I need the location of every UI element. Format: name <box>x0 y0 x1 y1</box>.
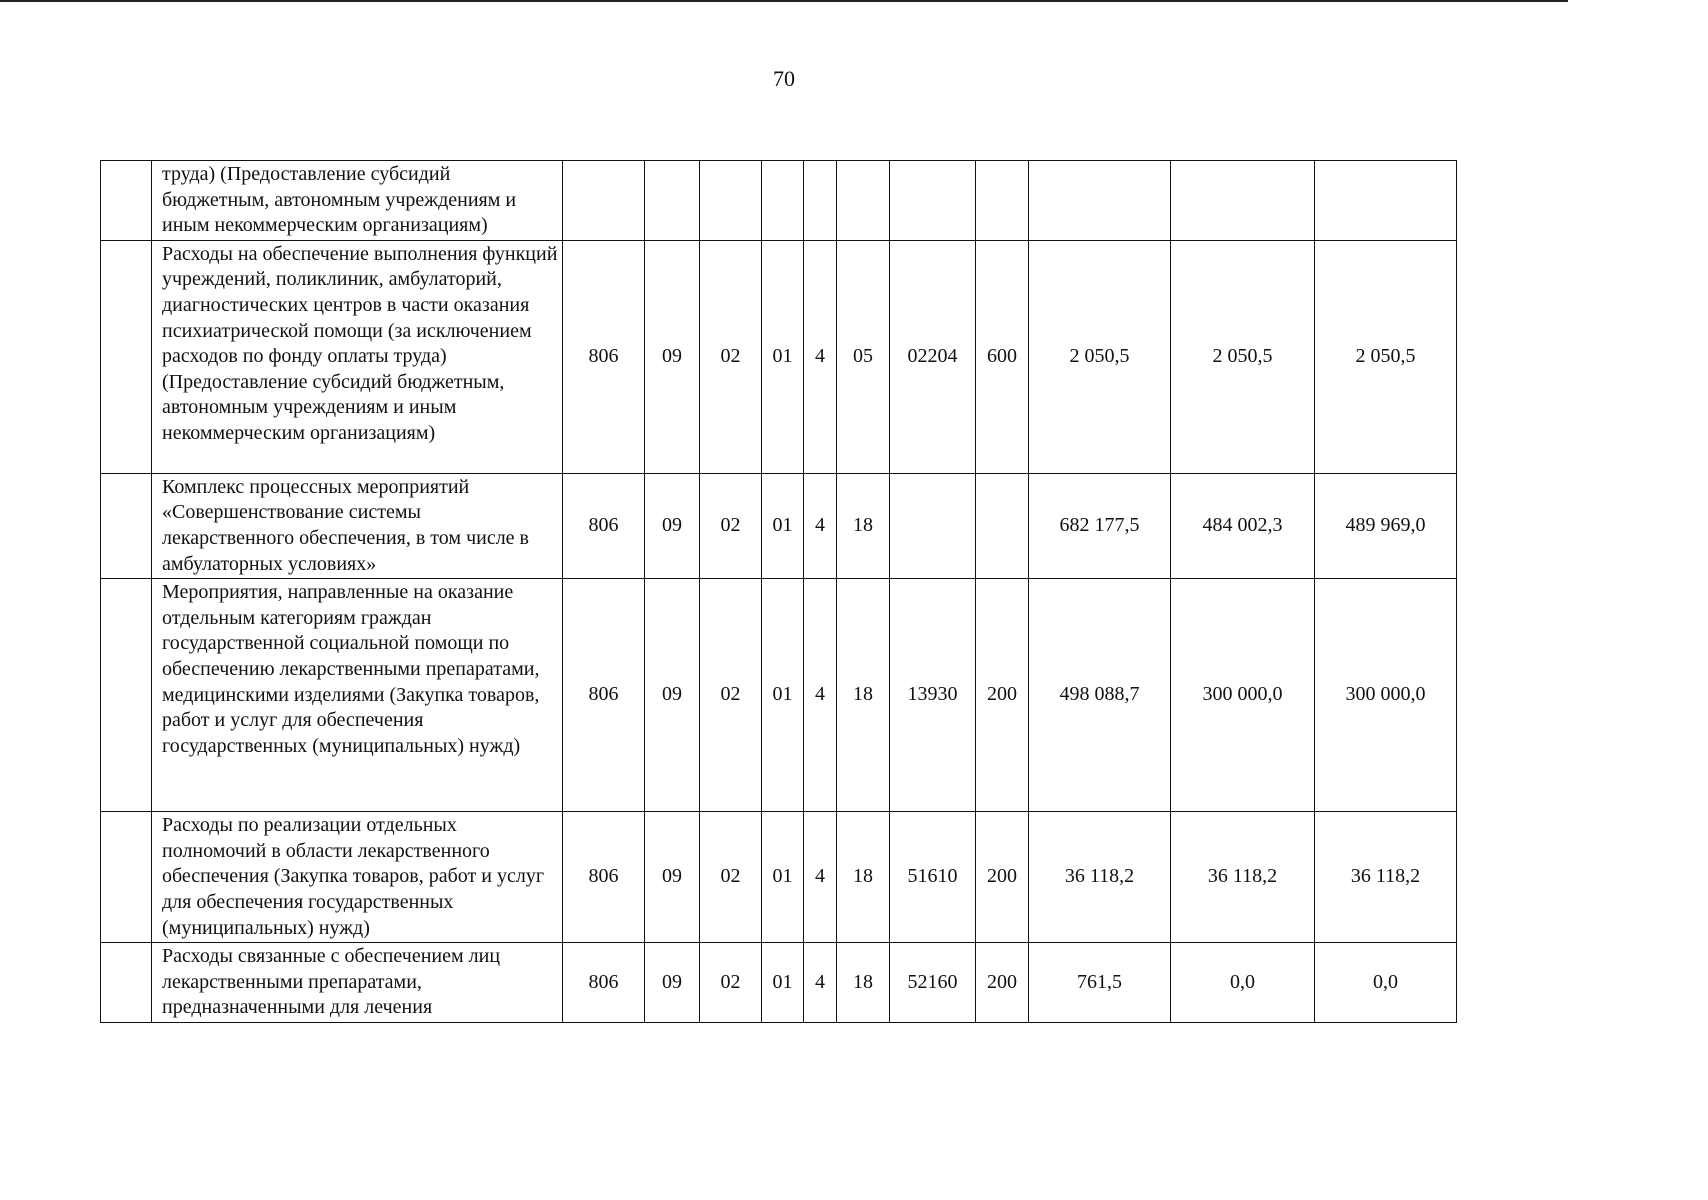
expense-type-cell: 200 <box>976 812 1029 943</box>
structural-element-cell: 18 <box>837 579 890 812</box>
subsection-code-cell: 02 <box>700 943 762 1023</box>
direction-code-cell: 51610 <box>890 812 976 943</box>
description-cell: Расходы связанные с обеспечением лиц лекарственными препаратами, предназначенными для лечения <box>152 943 563 1023</box>
direction-code-cell <box>890 473 976 578</box>
program-code-cell <box>762 161 804 241</box>
row-number-cell <box>101 579 152 812</box>
subsection-code-cell: 02 <box>700 240 762 473</box>
section-code-cell: 09 <box>645 943 700 1023</box>
direction-code-cell: 52160 <box>890 943 976 1023</box>
amount-year1-cell: 2 050,5 <box>1029 240 1171 473</box>
amount-year1-cell: 36 118,2 <box>1029 812 1171 943</box>
structural-element-cell: 18 <box>837 943 890 1023</box>
amount-year3-cell: 489 969,0 <box>1315 473 1457 578</box>
program-type-cell: 4 <box>804 943 837 1023</box>
structural-element-cell: 18 <box>837 812 890 943</box>
subsection-code-cell: 02 <box>700 473 762 578</box>
section-code-cell: 09 <box>645 579 700 812</box>
section-code-cell: 09 <box>645 473 700 578</box>
ministry-code-cell: 806 <box>563 473 645 578</box>
program-type-cell: 4 <box>804 473 837 578</box>
table-row <box>101 161 1457 241</box>
table-row <box>101 812 1457 943</box>
section-code-cell <box>645 161 700 241</box>
ministry-code-cell: 806 <box>563 240 645 473</box>
description-cell: Комплекс процессных мероприятий «Совершенствование системы лекарственного обеспечения, в том числе в амбулаторных условиях» <box>152 473 563 578</box>
subsection-code-cell <box>700 161 762 241</box>
amount-year2-cell: 484 002,3 <box>1171 473 1315 578</box>
expense-type-cell <box>976 473 1029 578</box>
ministry-code-cell <box>563 161 645 241</box>
table-row <box>101 943 1457 1023</box>
amount-year3-cell: 300 000,0 <box>1315 579 1457 812</box>
description-cell: Расходы по реализации отдельных полномочий в области лекарственного обеспечения (Закупка товаров, работ и услуг для обеспечения государственных (муниципальных) нужд) <box>152 812 563 943</box>
program-type-cell: 4 <box>804 579 837 812</box>
section-code-cell: 09 <box>645 812 700 943</box>
direction-code-cell: 13930 <box>890 579 976 812</box>
description-cell: труда) (Предоставление субсидий бюджетным, автономным учреждениям и иным некоммерческим организациям) <box>152 161 563 241</box>
expense-type-cell: 200 <box>976 943 1029 1023</box>
expense-type-cell: 200 <box>976 579 1029 812</box>
program-type-cell: 4 <box>804 240 837 473</box>
structural-element-cell: 05 <box>837 240 890 473</box>
budget-table <box>100 160 1457 1023</box>
table-row <box>101 473 1457 578</box>
ministry-code-cell: 806 <box>563 812 645 943</box>
amount-year2-cell <box>1171 161 1315 241</box>
program-type-cell: 4 <box>804 812 837 943</box>
table-row <box>101 240 1457 473</box>
subsection-code-cell: 02 <box>700 812 762 943</box>
description-cell: Мероприятия, направленные на оказание отдельным категориям граждан государственной социальной помощи по обеспечению лекарственными препаратами, медицинскими изделиями (Закупка товаров, работ и услуг для обеспечения государственных (муниципальных) нужд) <box>152 579 563 812</box>
row-number-cell <box>101 240 152 473</box>
expense-type-cell <box>976 161 1029 241</box>
structural-element-cell <box>837 161 890 241</box>
amount-year1-cell: 498 088,7 <box>1029 579 1171 812</box>
amount-year2-cell: 2 050,5 <box>1171 240 1315 473</box>
row-number-cell <box>101 812 152 943</box>
amount-year2-cell: 300 000,0 <box>1171 579 1315 812</box>
amount-year1-cell: 761,5 <box>1029 943 1171 1023</box>
row-number-cell <box>101 473 152 578</box>
row-number-cell <box>101 161 152 241</box>
amount-year3-cell: 2 050,5 <box>1315 240 1457 473</box>
scan-edge-line <box>0 0 1568 2</box>
table-row <box>101 579 1457 812</box>
program-code-cell: 01 <box>762 579 804 812</box>
ministry-code-cell: 806 <box>563 943 645 1023</box>
amount-year2-cell: 36 118,2 <box>1171 812 1315 943</box>
direction-code-cell: 02204 <box>890 240 976 473</box>
expense-type-cell: 600 <box>976 240 1029 473</box>
section-code-cell: 09 <box>645 240 700 473</box>
subsection-code-cell: 02 <box>700 579 762 812</box>
amount-year2-cell: 0,0 <box>1171 943 1315 1023</box>
program-code-cell: 01 <box>762 240 804 473</box>
direction-code-cell <box>890 161 976 241</box>
program-type-cell <box>804 161 837 241</box>
row-number-cell <box>101 943 152 1023</box>
program-code-cell: 01 <box>762 943 804 1023</box>
page-number: 70 <box>773 66 795 91</box>
amount-year1-cell <box>1029 161 1171 241</box>
program-code-cell: 01 <box>762 812 804 943</box>
program-code-cell: 01 <box>762 473 804 578</box>
description-cell: Расходы на обеспечение выполнения функций учреждений, поликлиник, амбулаторий, диагностических центров в части оказания психиатрической помощи (за исключением расходов по фонду оплаты труда) (Предоставление субсидий бюджетным, автономным учреждениям и иным некоммерческим организациям) <box>152 240 563 473</box>
amount-year3-cell: 0,0 <box>1315 943 1457 1023</box>
structural-element-cell: 18 <box>837 473 890 578</box>
amount-year1-cell: 682 177,5 <box>1029 473 1171 578</box>
amount-year3-cell: 36 118,2 <box>1315 812 1457 943</box>
amount-year3-cell <box>1315 161 1457 241</box>
ministry-code-cell: 806 <box>563 579 645 812</box>
